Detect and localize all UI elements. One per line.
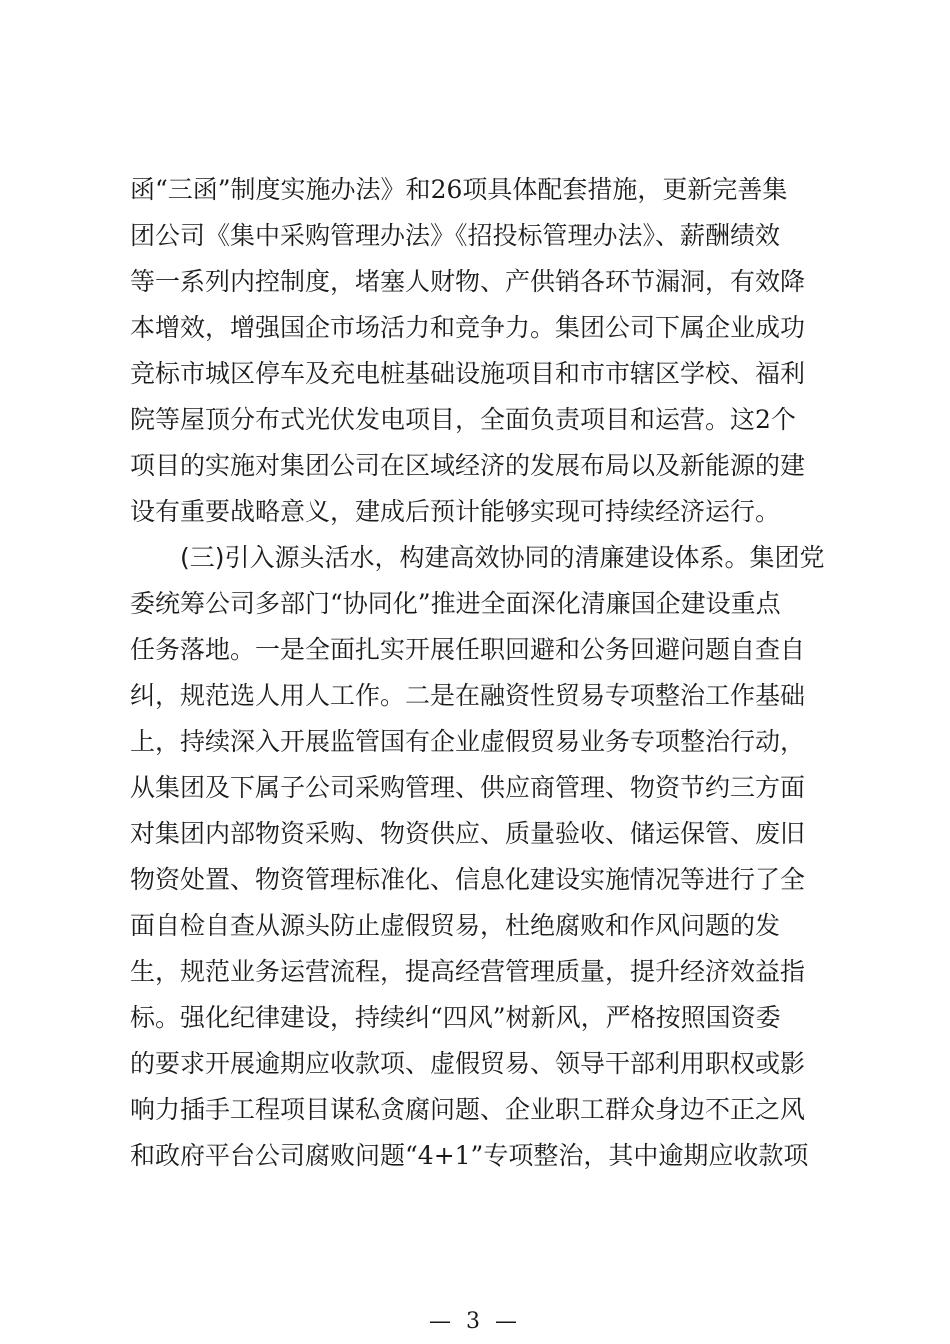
paragraph-line: 纠，规范选人用人工作。二是在融资性贸易专项整治工作基础 [130,681,806,710]
paragraph-line: 标。强化纪律建设，持续纠“四风”树新风，严格按照国资委 [130,1003,781,1032]
paragraph-line: 竞标市城区停车及充电桩基础设施项目和市市辖区学校、福利 [130,359,806,388]
paragraph-line: 从集团及下属子公司采购管理、供应商管理、物资节约三方面 [130,773,806,802]
page-number: — 3 — [429,1309,521,1334]
paragraph-line: 本增效，增强国企市场活力和竞争力。集团公司下属企业成功 [130,313,806,342]
paragraph-line: 和政府平台公司腐败问题“4+1”专项整治，其中逾期应收款项 [130,1141,809,1170]
paragraph-line: 院等屋顶分布式光伏发电项目，全面负责项目和运营。这2个 [130,405,796,434]
paragraph-line: 面自检自查从源头防止虚假贸易，杜绝腐败和作风问题的发 [130,911,781,940]
paragraph-line: 生，规范业务运营流程，提高经营管理质量，提升经济效益指 [130,957,806,986]
paragraph-line: 的要求开展逾期应收款项、虚假贸易、领导干部利用职权或影 [130,1049,806,1078]
paragraph-line: 响力插手工程项目谋私贪腐问题、企业职工群众身边不正之风 [130,1095,806,1124]
section-heading: (三)引入源头活水，构建高效协同的清廉建设体系。 [180,543,750,572]
section-heading-continuation: 集团党 [749,543,825,572]
paragraph-line: 等一系列内控制度，堵塞人财物、产供销各环节漏洞，有效降 [130,267,806,296]
paragraph-line: 上，持续深入开展监管国有企业虚假贸易业务专项整治行动， [130,727,806,756]
body-text [130,167,830,1179]
section-heading-line [130,535,830,581]
paragraph-line: 委统筹公司多部门“协同化”推进全面深化清廉国企建设重点 [130,589,781,618]
paragraph-line: 对集团内部物资采购、物资供应、质量验收、储运保管、废旧 [130,819,806,848]
paragraph-line: 任务落地。一是全面扎实开展任职回避和公务回避问题自查自 [130,635,806,664]
paragraph-line: 团公司《集中采购管理办法》《招投标管理办法》、薪酬绩效 [130,221,781,250]
paragraph-line: 函“三函”制度实施办法》和26项具体配套措施，更新完善集 [130,175,788,204]
paragraph-line: 物资处置、物资管理标准化、信息化建设实施情况等进行了全 [130,865,806,894]
paragraph-line: 项目的实施对集团公司在区域经济的发展布局以及新能源的建 [130,451,806,480]
paragraph-line: 设有重要战略意义，建成后预计能够实现可持续经济运行。 [130,497,781,526]
